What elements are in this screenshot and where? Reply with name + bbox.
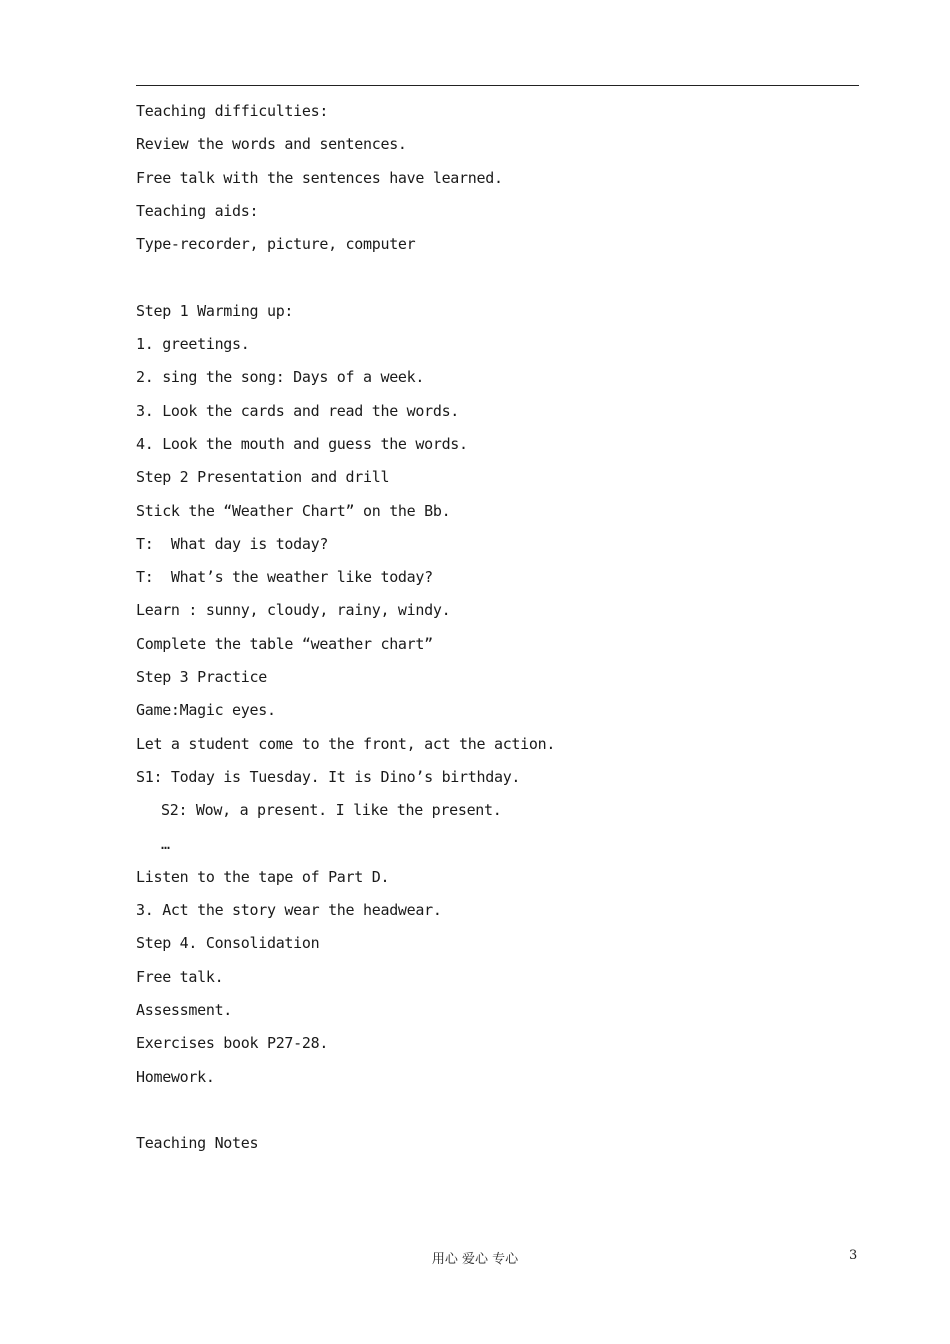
header-rule — [136, 85, 859, 86]
text-line: Teaching aids: — [136, 201, 259, 220]
text-line: Homework. — [136, 1067, 215, 1086]
text-line: Learn : sunny, cloudy, rainy, windy. — [136, 601, 451, 620]
text-line: 2. sing the song: Days of a week. — [136, 368, 425, 387]
text-line: Game:Magic eyes. — [136, 701, 276, 720]
text-line: Review the words and sentences. — [136, 135, 407, 154]
text-line: Complete the table “weather chart” — [136, 634, 433, 653]
text-line: S2: Wow, a present. I like the present. — [161, 801, 502, 820]
step-heading: Step 4. Consolidation — [136, 934, 320, 953]
ellipsis-line: … — [161, 834, 170, 853]
text-line: S1: Today is Tuesday. It is Dino’s birthday. — [136, 767, 521, 786]
text-line: Exercises book P27-28. — [136, 1034, 329, 1053]
text-line: T: What’s the weather like today? — [136, 568, 433, 587]
text-line: Free talk. — [136, 967, 224, 986]
page-number: 3 — [849, 1248, 858, 1263]
text-line: 4. Look the mouth and guess the words. — [136, 434, 468, 453]
text-line: Teaching difficulties: — [136, 102, 329, 120]
text-line: Type-recorder, picture, computer — [136, 235, 416, 254]
text-line: Let a student come to the front, act the action. — [136, 734, 556, 753]
text-line: Free talk with the sentences have learned. — [136, 168, 503, 187]
step-heading: Step 1 Warming up: — [136, 301, 294, 320]
text-line: 1. greetings. — [136, 335, 250, 354]
text-line: Listen to the tape of Part D. — [136, 867, 390, 886]
step-heading: Step 2 Presentation and drill — [136, 468, 390, 487]
footer-motto: 用心 爱心 专心 — [431, 1252, 519, 1267]
text-line: 3. Look the cards and read the words. — [136, 401, 460, 420]
document-body — [136, 99, 859, 1165]
section-heading: Teaching Notes — [136, 1134, 259, 1153]
blank-line — [136, 265, 859, 298]
step-heading: Step 3 Practice — [136, 668, 267, 687]
text-line: Stick the “Weather Chart” on the Bb. — [136, 501, 451, 520]
text-line: T: What day is today? — [136, 534, 329, 553]
blank-line — [136, 1098, 859, 1131]
text-line: 3. Act the story wear the headwear. — [136, 901, 442, 920]
text-line: Assessment. — [136, 1001, 233, 1020]
